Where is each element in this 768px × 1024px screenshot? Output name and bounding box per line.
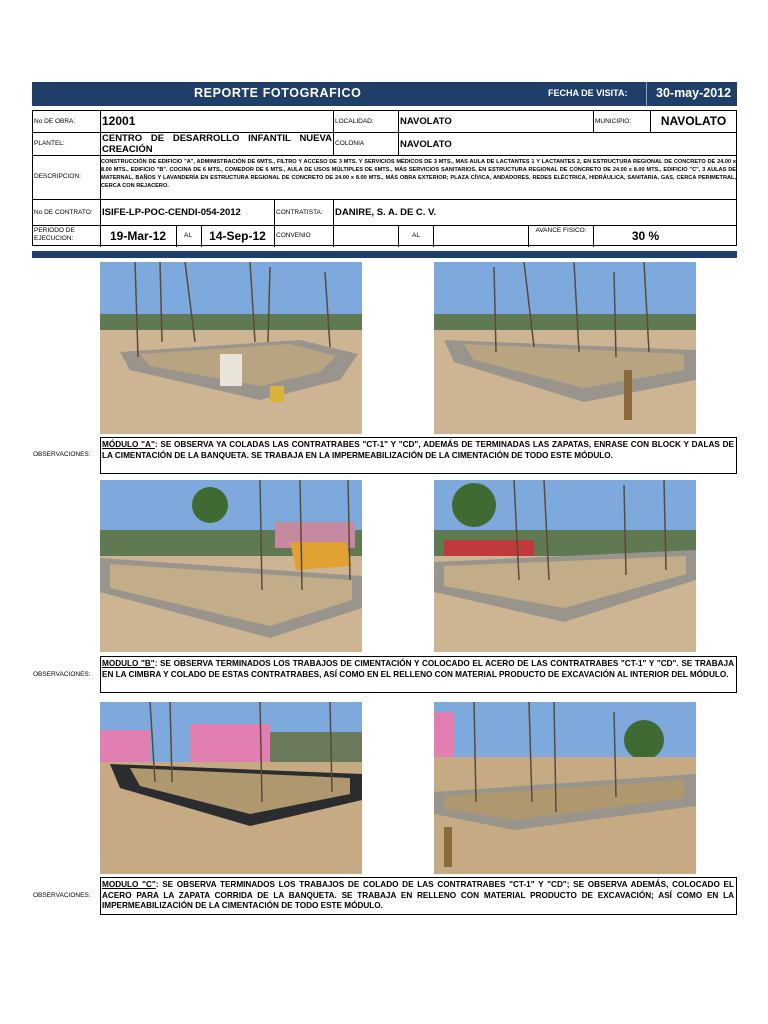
section-separator-band	[32, 251, 737, 258]
progress-label: AVANCE FISICO:	[535, 227, 587, 234]
col-divider	[333, 225, 334, 247]
work-number-value: 12001	[102, 114, 136, 128]
photo-module-b-1	[100, 480, 362, 652]
progress-value: 30 %	[631, 229, 660, 243]
col-divider	[176, 225, 177, 247]
photo-module-a-1	[100, 262, 362, 434]
module-a-title: MÓDULO "A"	[102, 440, 155, 449]
col-divider	[593, 111, 594, 132]
visit-date-value: 30-may-2012	[656, 86, 732, 100]
col-divider	[274, 199, 275, 225]
description-label: DESCRIPCION:	[34, 173, 81, 180]
photo-module-c-1	[100, 702, 362, 874]
observations-label-c: OBSERVACIONES:	[33, 892, 91, 899]
photo-module-b-2	[434, 480, 696, 652]
header-divider	[646, 82, 647, 106]
contract-number-value: ISIFE-LP-POC-CENDI-054-2012	[102, 207, 241, 218]
report-title: REPORTE FOTOGRAFICO	[194, 86, 362, 100]
col-divider	[100, 111, 101, 155]
period-end-value: 14-Sep-12	[209, 229, 266, 243]
period-label: PERIODO DE EJECUCION:	[34, 227, 75, 242]
module-a-text: : SE OBSERVA YA COLADAS LAS CONTRATRABES "CT-1" Y "CD", ADEMÁS DE TERMINADAS LAS ZAPATAS, ENRASE CON BLOCK Y DALAS DE LA CIMENTACIÓN DE LA BANQUETA. SE TRABAJA EN LA IMPERMEABILIZACIÓN DE LA CIMENTACIÓN DE TODO ESTE MÓDULO.	[102, 440, 734, 460]
col-divider	[398, 111, 399, 155]
locality-label: LOCALIDAD:	[335, 118, 374, 125]
observation-module-b	[100, 656, 737, 693]
photo-module-c-2	[434, 702, 696, 874]
work-number-label: No DE OBRA:	[34, 118, 76, 125]
report-header-bar	[32, 82, 737, 106]
col-divider	[274, 225, 275, 247]
col-divider	[333, 111, 334, 155]
period-to-label: AL	[184, 232, 192, 239]
neighborhood-value: NAVOLATO	[400, 139, 452, 150]
col-divider	[398, 225, 399, 247]
agreement-label: CONVENIO	[276, 232, 311, 239]
observations-label-b: OBSERVACIONES:	[33, 671, 91, 678]
module-b-text: : SE OBSERVA TERMINADOS LOS TRABAJOS DE CIMENTACIÓN Y COLOCADO EL ACERO DE LAS CONTRATRABES "CT-1" Y "CD". SE TRABAJA EN LA CIMBRA Y COLADO DE ESTAS CONTRATRABES, ASÍ COMO EN EL RELLENO CON MATERIAL PRODUCTO DE EXCAVACIÓN AL INTERIOR DEL MÓDULO.	[102, 659, 734, 679]
module-b-title: MODULO "B"	[102, 659, 155, 668]
observation-module-c	[100, 877, 737, 915]
agreement-to-label: AL	[412, 232, 420, 239]
col-divider	[528, 225, 529, 247]
row-divider	[33, 225, 736, 226]
module-c-text: : SE OBSERVA TERMINADOS LOS TRABAJOS DE COLADO DE LAS CONTRATRABES "CT-1" Y "CD"; SE OBSERVA ADEMÁS, COLOCADO EL ACERO PARA LA ZAPATA CORRIDA DE LA BANQUETA. SE TRABAJA EN RELLENO CON MATERIAL PRODUCTO DE EXCAVACIÓN; ASÍ COMO EN LA IMPERMEABILIZACIÓN DE LA CIMENTACIÓN DE TODO ESTE MÓDULO.	[102, 880, 734, 911]
contractor-value: DANIRE, S. A. DE C. V.	[335, 207, 437, 218]
municipality-value: NAVOLATO	[660, 114, 727, 128]
campus-label: PLANTEL:	[34, 140, 65, 147]
col-divider	[333, 199, 334, 225]
row-divider	[33, 199, 736, 200]
contract-number-label: No DE CONTRATO:	[34, 209, 93, 216]
observations-label-a: OBSERVACIONES:	[33, 451, 91, 458]
photo-module-a-2	[434, 262, 696, 434]
municipality-label: MUNICIPIO:	[595, 118, 632, 125]
col-divider	[433, 225, 434, 247]
description-value: CONSTRUCCIÓN DE EDIFICIO "A", ADMINISTRACIÓN DE 6MTS., FILTRO Y ACCESO DE 3 MTS. Y SERVICIOS MÉDICOS DE 3 MTS., MAS AULA DE LACTANTES 1 Y LACTANTES 2, EN ESTRUCTURA REGIONAL DE CONCRETO DE 24.00 x 8.00 MTS., EDIFICIO "B". COCINA DE 6 MTS., COMEDOR DE 6 MTS., AULA DE USOS MÚLTIPLES DE 6MTS., MÁS SERVICIOS SANITARIOS, EN ESTRUCTURA REGIONAL DE CONCRETO DE 24.00 x 8.00 MTS., EDIFICIO "C", 3 AULAS DE MATERNAL, BAÑOS Y LAVANDERÍA EN ESTRUCTURA REGIONAL DE CONCRETO DE 24.00 x 8.00 MTS., MÁS OBRA EXTERIOR; PLAZA CÍVICA, ANDADORES, REDES ELÉCTRICA, HIDRÁULICA, SANITARIA, GAS, CERCA PERIMETRAL, CERCA CON REJACERO.	[101, 159, 736, 189]
neighborhood-label: COLONIA	[335, 140, 365, 147]
contractor-label: CONTRATISTA:	[276, 209, 323, 216]
module-c-title: MODULO "C"	[102, 880, 156, 889]
period-start-value: 19-Mar-12	[109, 229, 167, 243]
project-info-table	[32, 110, 737, 246]
campus-value: CENTRO DE DESARROLLO INFANTIL NUEVA CREACIÓN	[102, 133, 332, 155]
visit-date-label: FECHA DE VISITA:	[548, 88, 628, 98]
row-divider	[33, 155, 736, 156]
locality-value: NAVOLATO	[400, 116, 452, 127]
observation-module-a	[100, 437, 737, 474]
col-divider	[100, 199, 101, 225]
